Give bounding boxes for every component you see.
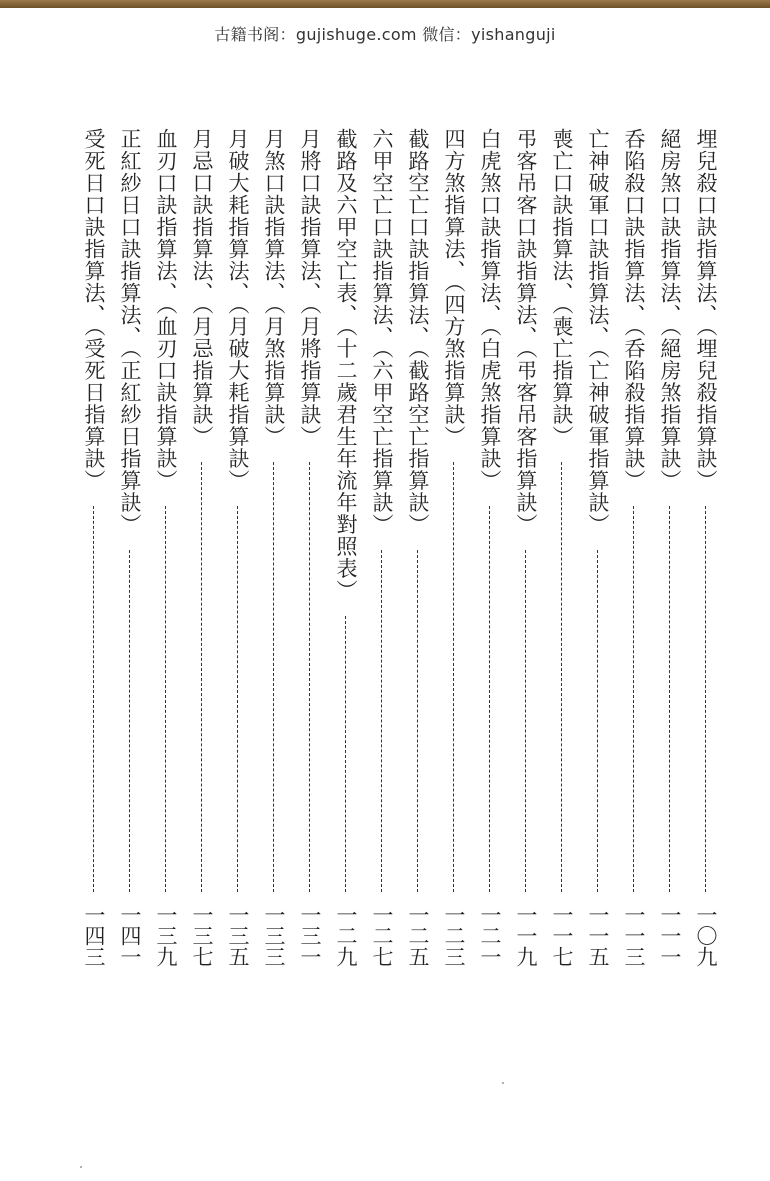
dotted-leader [669,506,670,893]
page-number: 一一一 [658,904,682,967]
dotted-leader [381,550,382,893]
toc-entry[interactable] [79,128,109,978]
page-number: 一三三 [262,904,286,967]
entry-title: 絕房煞口訣指算法、（絕房煞指算訣） [658,128,682,492]
page-number: 一四一 [118,904,142,967]
dotted-leader [417,550,418,893]
entry-title: 月破大耗指算法、（月破大耗指算訣） [226,128,250,492]
entry-title: 截路空亡口訣指算法、（截路空亡指算訣） [406,128,430,536]
dotted-leader [345,616,346,893]
page-number: 一三一 [298,904,322,967]
page-number: 一一七 [550,904,574,967]
toc-entry[interactable] [259,128,289,978]
entry-title: 亡神破軍口訣指算法、（亡神破軍指算訣） [586,128,610,536]
entry-title: 六甲空亡口訣指算法、（六甲空亡指算訣） [370,128,394,536]
dotted-leader [453,462,454,893]
dotted-leader [237,506,238,893]
page-number: 一二七 [370,904,394,967]
toc-entry[interactable] [187,128,217,978]
page-number: 一〇九 [694,904,718,967]
page-number: 一二三 [442,904,466,967]
toc-entry[interactable] [115,128,145,978]
entry-title: 血刃口訣指算法、（血刃口訣指算訣） [154,128,178,492]
page-number: 一一五 [586,904,610,967]
toc-entry[interactable] [223,128,253,978]
dotted-leader [597,550,598,893]
page-number: 一四三 [82,904,106,967]
paper-speck [80,1166,82,1168]
entry-title: 月將口訣指算法、（月將指算訣） [298,128,322,448]
page-number: 一一三 [622,904,646,967]
toc-entry[interactable] [295,128,325,978]
page-number: 一三七 [190,904,214,967]
dotted-leader [165,506,166,893]
entry-title: 四方煞指算法、（四方煞指算訣） [442,128,466,448]
entry-title: 弔客吊客口訣指算法、（弔客吊客指算訣） [514,128,538,536]
entry-title: 月忌口訣指算法、（月忌指算訣） [190,128,214,448]
toc-entry[interactable] [151,128,181,978]
dotted-leader [309,462,310,893]
toc-entry[interactable] [331,128,361,978]
dotted-leader [129,550,130,893]
entry-title: 白虎煞口訣指算法、（白虎煞指算訣） [478,128,502,492]
entry-title: 埋兒殺口訣指算法、（埋兒殺指算訣） [694,128,718,492]
dotted-leader [489,506,490,893]
dotted-leader [525,550,526,893]
page-number: 一三九 [154,904,178,967]
dotted-leader [273,462,274,893]
entry-title: 正紅紗日口訣指算法、（正紅紗日指算訣） [118,128,142,536]
dotted-leader [705,506,706,893]
dotted-leader [201,462,202,893]
toc-entry[interactable] [547,128,577,978]
toc-entry[interactable] [403,128,433,978]
entry-title: 受死日口訣指算法、（受死日指算訣） [82,128,106,492]
toc-entry[interactable] [367,128,397,978]
page-number: 一二五 [406,904,430,967]
page-number: 一三五 [226,904,250,967]
watermark: 古籍书阁：gujishuge.com 微信：yishanguji [214,25,556,44]
toc-entry[interactable] [475,128,505,978]
toc-entry[interactable] [655,128,685,978]
dotted-leader [561,462,562,893]
page-number: 一一九 [514,904,538,967]
toc-entry[interactable] [619,128,649,978]
entry-title: 喪亡口訣指算法、（喪亡指算訣） [550,128,574,448]
entry-title: 月煞口訣指算法、（月煞指算訣） [262,128,286,448]
entry-title: 截路及六甲空亡表、（十二歲君生年流年對照表） [334,128,358,602]
toc-entry[interactable] [583,128,613,978]
page-number: 一二九 [334,904,358,967]
dotted-leader [93,506,94,893]
entry-title: 呑陷殺口訣指算法、（呑陷殺指算訣） [622,128,646,492]
paper-speck [502,1082,504,1084]
toc-entry[interactable] [691,128,721,978]
dotted-leader [633,506,634,893]
toc-entry[interactable] [511,128,541,978]
toc-entry[interactable] [439,128,469,978]
page-number: 一二一 [478,904,502,967]
